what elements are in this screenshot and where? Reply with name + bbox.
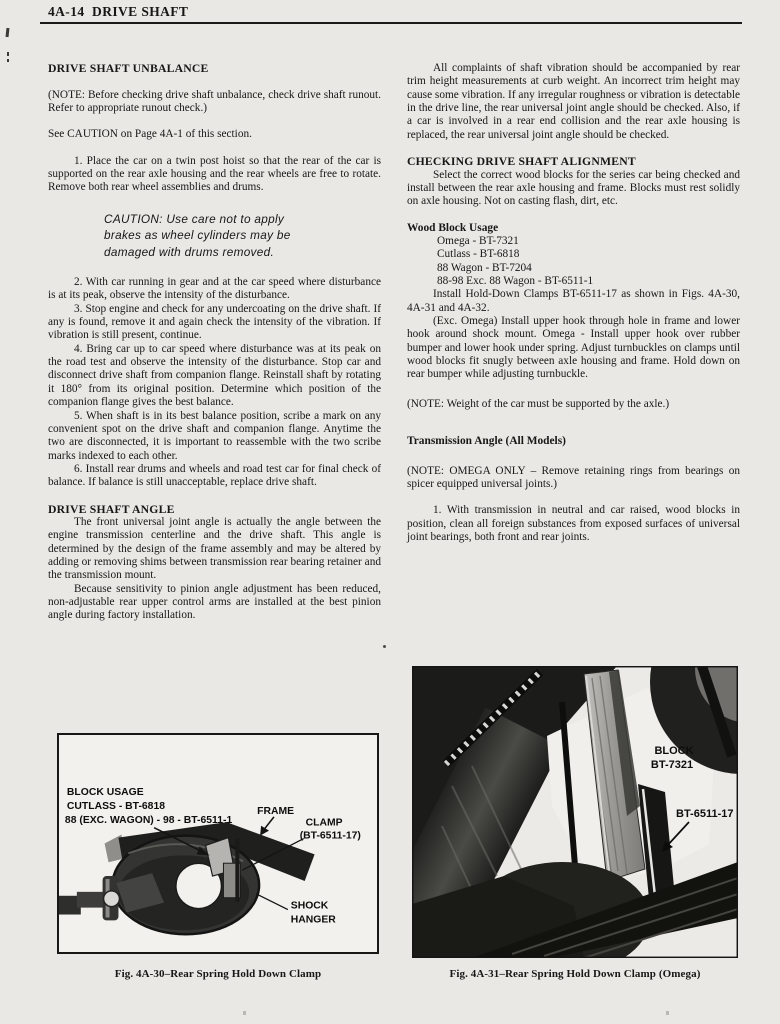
heading-checking-alignment: CHECKING DRIVE SHAFT ALIGNMENT bbox=[407, 155, 636, 169]
binding-mark bbox=[7, 59, 9, 62]
label-shock: SHOCK bbox=[290, 900, 329, 912]
shock-hanger-leader bbox=[256, 894, 288, 910]
note-weight: (NOTE: Weight of the car must be supported by the axle.) bbox=[407, 397, 670, 410]
right-column bbox=[407, 62, 740, 623]
label-cutlass: CUTLASS - BT-6818 bbox=[66, 800, 165, 812]
label-clamp: CLAMP bbox=[305, 817, 343, 829]
step-3: 3. Stop engine and check for any undercoating on the drive shaft. If any is found, remove it and again check the intensity of the vibration. If vibration is still present, continue. bbox=[48, 302, 381, 342]
binding-mark bbox=[7, 52, 9, 56]
caution-line: CAUTION: Use care not to apply bbox=[104, 211, 285, 226]
caution-line: brakes as wheel cylinders may be bbox=[104, 228, 291, 243]
caption-fig-4a31: Fig. 4A-31–Rear Spring Hold Down Clamp (Omega) bbox=[449, 968, 701, 980]
page-title: 4A-14 DRIVE SHAFT bbox=[48, 4, 189, 19]
step-1: 1. Place the car on a twin post hoist so that the rear of the car is supported on the rear axle housing and the rear wheels are free to rotate. Remove both rear wheel assemblies and drums. bbox=[48, 154, 381, 194]
label-bt6511: BT-6511-17 bbox=[676, 808, 734, 820]
scan-artifact-dot bbox=[383, 645, 386, 648]
two-column-text bbox=[48, 62, 740, 623]
label-hanger: HANGER bbox=[290, 914, 336, 926]
install-clamps-paragraph: Install Hold-Down Clamps BT-6511-17 as shown in Figs. 4A-30, 4A-31 and 4A-32. bbox=[407, 288, 740, 314]
clamp-rod-shape bbox=[235, 839, 239, 902]
note-runout: (NOTE: Before checking drive shaft unbalance, check drive shaft runout. Refer to appropriate runout check.) bbox=[48, 88, 381, 114]
caution-block bbox=[104, 211, 367, 261]
photo-rear-spring-clamp-omega bbox=[412, 666, 738, 958]
frame-arrowhead bbox=[260, 826, 269, 836]
exc-omega-paragraph: (Exc. Omega) Install upper hook through hole in frame and lower hook around shock mount. Omega - Install upper hook over rubber bumper and lower hook under spring. Adjust turnbuckles on clamps until wood blocks fit snugly between axle housing and frame. Hold down on rear bumper while adjusting turnbuckle. bbox=[407, 315, 740, 381]
scan-artifact-tick bbox=[666, 1011, 669, 1015]
binding-mark bbox=[6, 28, 10, 37]
drawing-rear-spring-clamp bbox=[59, 735, 377, 952]
step-6: 6. Install rear drums and wheels and road test car for final check of balance. If balance is still unacceptable, replace drive shaft. bbox=[48, 462, 381, 489]
caution-line: damaged with drums removed. bbox=[104, 244, 275, 259]
heading-drive-shaft-angle: DRIVE SHAFT ANGLE bbox=[48, 502, 175, 516]
heading-drive-shaft-unbalance: DRIVE SHAFT UNBALANCE bbox=[48, 62, 209, 75]
label-block: BLOCK bbox=[654, 745, 694, 757]
angle-paragraph-1: The front universal joint angle is actually the angle between the engine transmission centerline and the drive shaft. This angle is determined by the design of the frame assembly and may be altered by adding or removing shims between transmission rear bearing retainer and the transmission mount. bbox=[48, 516, 381, 582]
wood-block-item: 88-98 Exc. 88 Wagon - BT-6511-1 bbox=[437, 275, 594, 288]
note-omega-only: (NOTE: OMEGA ONLY – Remove retaining rings from bearings on spicer equipped universal joints.) bbox=[407, 464, 740, 490]
drive-shaft-segment bbox=[77, 892, 107, 908]
label-88-wagon: 88 (EXC. WAGON) - 98 - BT-6511-1 bbox=[64, 814, 233, 826]
u-joint-bearing bbox=[104, 891, 120, 907]
step-4: 4. Bring car up to car speed where disturbance was at its peak on the road test and observe the intensity of the disturbance. Stop car and disconnect drive shaft from companion flange. Reinstall shaft by rotating it 180° from its original position. Determine which position of the companion flange gives the best balance. bbox=[48, 342, 381, 409]
label-frame: FRAME bbox=[257, 805, 295, 817]
label-block-usage: BLOCK USAGE bbox=[66, 787, 144, 799]
see-caution: See CAUTION on Page 4A-1 of this section. bbox=[48, 128, 252, 141]
transmission-step-1: 1. With transmission in neutral and car raised, wood blocks in position, clean all foreign substances from exposed surfaces of universal joint bearings, both front and rear joints. bbox=[407, 504, 740, 543]
scan-artifact-tick bbox=[243, 1011, 246, 1015]
wood-block-item: Omega - BT-7321 bbox=[437, 235, 519, 247]
step-2: 2. With car running in gear and at the car speed where disturbance is at its peak, observe the intensity of the disturbance. bbox=[48, 276, 381, 302]
figure-4a30-drawing bbox=[57, 733, 379, 954]
wood-block-item: 88 Wagon - BT-7204 bbox=[437, 261, 532, 274]
wood-block-item: Cutlass - BT-6818 bbox=[437, 248, 520, 261]
header-rule bbox=[40, 22, 742, 24]
caption-fig-4a30: Fig. 4A-30–Rear Spring Hold Down Clamp bbox=[114, 968, 322, 980]
step-5: 5. When shaft is in its best balance position, scribe a mark on any convenient spot on the drive shaft and companion flange. Anytime the two are disconnected, it is important to reassemble with the two scribe marks indexed to each other. bbox=[48, 409, 381, 462]
left-column bbox=[48, 62, 381, 623]
figure-4a31-photo bbox=[412, 666, 738, 958]
select-blocks-paragraph: Select the correct wood blocks for the series car being checked and install between the rear axle housing and frame. Blocks must rest solidly on axle housing. Not on casting flash, dirt, etc. bbox=[407, 168, 740, 208]
heading-wood-block-usage: Wood Block Usage bbox=[407, 221, 499, 234]
complaints-paragraph: All complaints of shaft vibration should be accompanied by rear trim height measurements at curb weight. An incorrect trim height may cause some vibration. If any irregular roughness or vibration is detectable in the drive line, the rear universal joint angle should be checked. Also, if a car is involved in a rear end collision and the rear axle housing is replaced, the rear universal joint angle should be checked. bbox=[407, 62, 740, 141]
label-clamp-part: (BT-6511-17) bbox=[299, 830, 361, 842]
angle-paragraph-2: Because sensitivity to pinion angle adjustment has been reduced, non-adjustable rear upper control arms are installed at the best pinion angle during factory installation. bbox=[48, 582, 381, 622]
label-bt7321: BT-7321 bbox=[650, 759, 694, 771]
heading-transmission-angle: Transmission Angle (All Models) bbox=[407, 435, 566, 448]
